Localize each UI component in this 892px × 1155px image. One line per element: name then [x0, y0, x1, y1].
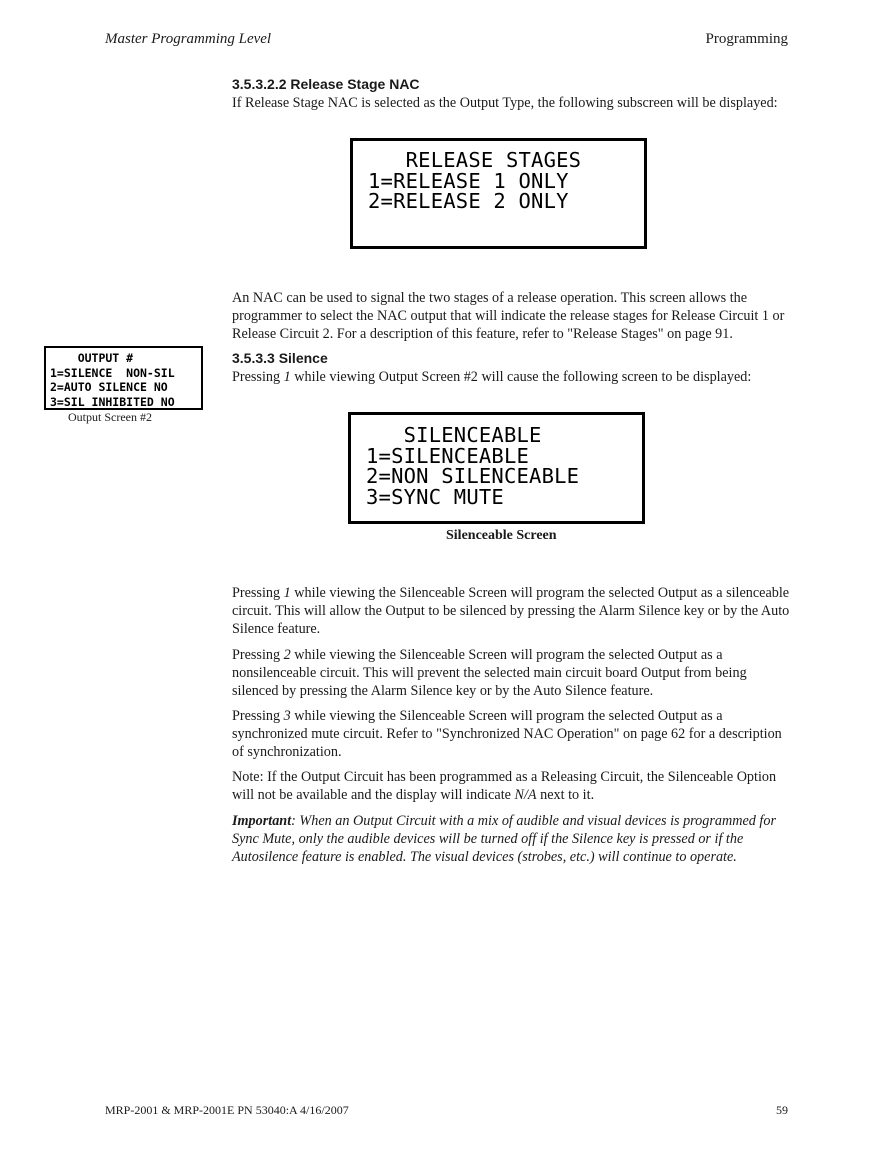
release-stage-description: An NAC can be used to signal the two stages of a release operation. This screen allows the programmer to select the NAC output that will indicate the release stages for Release Circuit 1 or Release Circuit 2. For a description of this feature, refer to "Release Stages" on page 91.	[232, 290, 785, 342]
output-screen-lcd	[44, 346, 203, 410]
release-stage-heading: 3.5.3.2.2 Release Stage NAC	[232, 76, 420, 92]
lcd-line: RELEASE STAGES	[368, 148, 582, 172]
note-paragraph: Note: If the Output Circuit has been programmed as a Releasing Circuit, the Silenceable Option will not be available and the display will indicate N/A next to it.	[232, 769, 777, 803]
footer-document-id: MRP-2001 & MRP-2001E PN 53040:A 4/16/2007	[105, 1103, 349, 1117]
silence-heading: 3.5.3.3 Silence	[232, 350, 328, 366]
running-header-title: Master Programming Level	[105, 31, 272, 47]
silence-intro: Pressing 1 while viewing Output Screen #2 will cause the following screen to be displayed:	[232, 369, 752, 385]
lcd-line: 2=RELEASE 2 ONLY	[368, 189, 569, 213]
lcd-line: SILENCEABLE	[366, 423, 542, 447]
page-number: 59	[776, 1103, 788, 1117]
silenceable-screen-caption: Silenceable Screen	[446, 528, 557, 543]
release-stage-intro: If Release Stage NAC is selected as the Output Type, the following subscreen will be displayed:	[232, 95, 778, 111]
press-2-paragraph: Pressing 2 while viewing the Silenceable Screen will program the selected Output as a nonsilenceable circuit. This will prevent the selected main circuit board Output from being silenced by pressing the Alarm Silence key or by the Auto Silence feature.	[232, 647, 747, 699]
running-header-section: Programming	[705, 31, 788, 47]
lcd-line: 3=SIL INHIBITED NO	[50, 394, 175, 409]
lcd-line: 1=SILENCEABLE	[366, 443, 530, 468]
release-stages-lcd	[350, 138, 647, 249]
lcd-line: 1=RELEASE 1 ONLY	[368, 168, 569, 193]
press-1-paragraph: Pressing 1 while viewing the Silenceable Screen will program the selected Output as a silenceable circuit. This will allow the Output to be silenced by pressing the Alarm Silence key or by the Auto Silence feature.	[232, 585, 790, 637]
lcd-line: OUTPUT #	[50, 351, 134, 365]
lcd-line: 3=SYNC MUTE	[366, 484, 504, 509]
lcd-line: 1=SILENCE NON-SIL	[50, 365, 175, 380]
lcd-line: 2=NON SILENCEABLE	[366, 464, 580, 488]
output-screen-caption: Output Screen #2	[68, 410, 152, 424]
press-3-paragraph: Pressing 3 while viewing the Silenceable Screen will program the selected Output as a synchronized mute circuit. Refer to "Synchronized NAC Operation" on page 62 for a description of synchronization.	[232, 708, 782, 760]
lcd-line: 2=AUTO SILENCE NO	[50, 380, 168, 394]
silenceable-lcd	[348, 412, 645, 524]
important-paragraph: Important: When an Output Circuit with a mix of audible and visual devices is programmed for Sync Mute, only the audible devices will be turned off if the Silence key is pressed or if the Autosilence feature is enabled. The visual devices (strobes, etc.) will continue to operate.	[232, 813, 776, 865]
